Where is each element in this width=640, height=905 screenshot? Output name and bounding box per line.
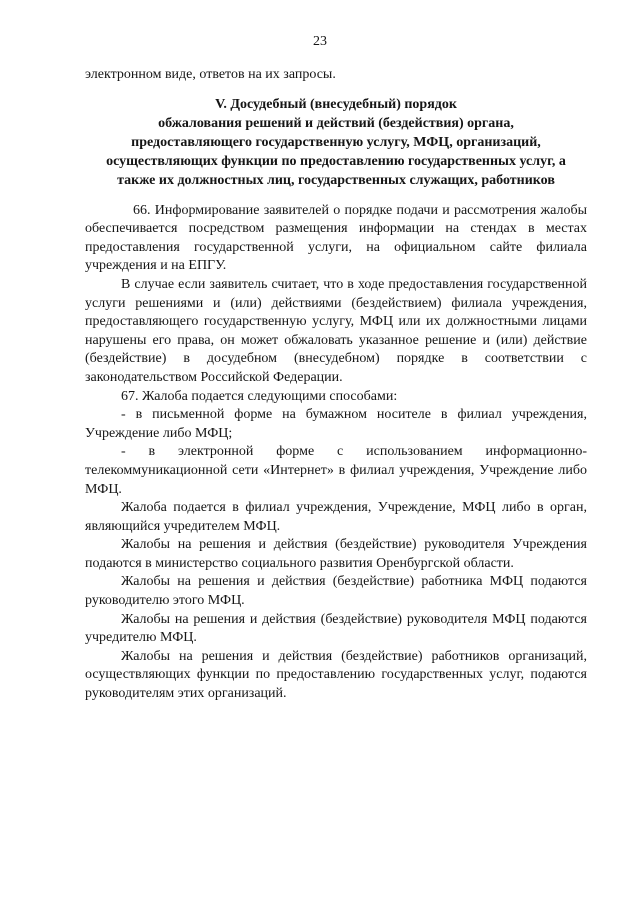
heading-line: осуществляющих функции по предоставлению государственных услуг, а: [106, 153, 566, 169]
paragraph-submission-target: Жалоба подается в филиал учреждения, Учреждение, МФЦ либо в орган, являющийся учредителем МФЦ.: [85, 500, 587, 534]
paragraph-complaints-organizations: Жалобы на решения и действия (бездействие) работников организаций, осуществляющих функции по предоставлению государственных услуг, подаются руководителям этих организаций.: [85, 648, 587, 702]
paragraph-67: 67. Жалоба подается следующими способами:: [121, 388, 398, 404]
heading-line: V. Досудебный (внесудебный) порядок: [215, 96, 457, 112]
heading-line: обжалования решений и действий (бездействия) органа,: [158, 115, 514, 131]
heading-line: предоставляющего государственную услугу, МФЦ, организаций,: [131, 134, 541, 150]
list-item-electronic-form: - в электронной форме с использованием информационно-телекоммуникационной сети «Интернет» в филиал учреждения, Учреждение либо МФЦ.: [85, 444, 587, 497]
paragraph-appeal-rights: В случае если заявитель считает, что в ходе предоставления государственной услуги решениями и (или) действиями (бездействием) филиала учреждения, предоставляющего государственную услугу, МФЦ или их должностными лицами нарушены его права, он может обжаловать указанное решение и (или) действие (бездействие) в досудебном (внесудебном) порядке в соответствии с законодательством Российской Федерации.: [85, 276, 587, 385]
section-heading: [85, 95, 587, 190]
page-number: 23: [313, 34, 327, 49]
page-content: [85, 66, 587, 704]
heading-line: также их должностных лиц, государственных служащих, работников: [117, 172, 555, 188]
list-item-written-form: - в письменной форме на бумажном носителе в филиал учреждения, Учреждение либо МФЦ;: [85, 407, 587, 441]
paragraph-complaints-mfc-head: Жалобы на решения и действия (бездействие) руководителя МФЦ подаются учредителю МФЦ.: [85, 611, 587, 646]
paragraph-66: 66. Информирование заявителей о порядке подачи и рассмотрения жалобы обеспечивается посредством размещения информации на стендах в местах предоставления государственной услуги, на официальном сайте филиала учреждения и на ЕПГУ.: [85, 202, 587, 274]
continuation-text: электронном виде, ответов на их запросы.: [85, 67, 336, 82]
paragraph-complaints-mfc-worker: Жалобы на решения и действия (бездействие) работника МФЦ подаются руководителю этого МФЦ.: [85, 574, 587, 609]
paragraph-complaints-head: Жалобы на решения и действия (бездействие) руководителя Учреждения подаются в министерство социального развития Оренбургской области.: [85, 537, 587, 571]
